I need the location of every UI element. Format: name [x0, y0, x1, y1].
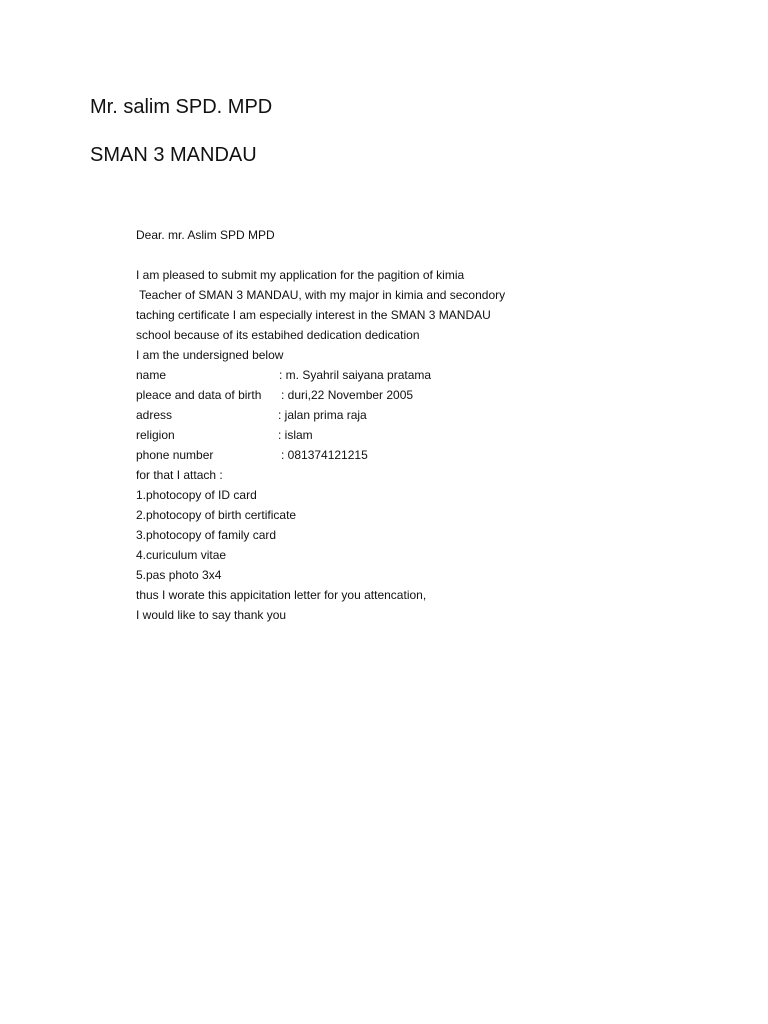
- attachment-item: 4.curiculum vitae: [136, 548, 227, 562]
- field-label: phone number: [136, 448, 214, 462]
- field-row-religion: [136, 425, 696, 445]
- recipient-school: SMAN 3 MANDAU: [90, 144, 257, 166]
- field-value: : m. Syahril saiyana pratama: [279, 368, 432, 382]
- field-label: adress: [136, 408, 173, 422]
- attachment-item: 2.photocopy of birth certificate: [136, 508, 297, 522]
- field-row-phone: [136, 445, 696, 465]
- letter-body: [136, 225, 696, 625]
- field-label: religion: [136, 428, 175, 442]
- intro-line: taching certificate I am especially interest in the SMAN 3 MANDAU: [136, 308, 491, 322]
- attachment-item: 1.photocopy of ID card: [136, 488, 257, 502]
- field-label: pleace and data of birth: [136, 388, 262, 402]
- intro-line: I am pleased to submit my application for the pagition of kimia: [136, 268, 465, 282]
- field-value: : jalan prima raja: [278, 408, 367, 422]
- intro-line: I am the undersigned below: [136, 348, 284, 362]
- field-label: name: [136, 368, 167, 382]
- field-value: : 081374121215: [281, 448, 368, 462]
- recipient-name: Mr. salim SPD. MPD: [90, 96, 273, 118]
- salutation: Dear. mr. Aslim SPD MPD: [136, 228, 275, 242]
- field-row-address: [136, 405, 696, 425]
- attach-intro: for that I attach :: [136, 468, 223, 482]
- closing-line: I would like to say thank you: [136, 608, 287, 622]
- intro-line: school because of its estabihed dedication dedication: [136, 328, 420, 342]
- field-value: : islam: [278, 428, 313, 442]
- attachment-item: 5.pas photo 3x4: [136, 568, 222, 582]
- field-row-name: [136, 365, 696, 385]
- blank-line: [136, 245, 696, 265]
- field-row-birth: [136, 385, 696, 405]
- closing-line: thus I worate this appicitation letter for you attencation,: [136, 588, 427, 602]
- intro-line: Teacher of SMAN 3 MANDAU, with my major in kimia and secondory: [139, 288, 506, 302]
- attachment-item: 3.photocopy of family card: [136, 528, 277, 542]
- field-value: : duri,22 November 2005: [281, 388, 414, 402]
